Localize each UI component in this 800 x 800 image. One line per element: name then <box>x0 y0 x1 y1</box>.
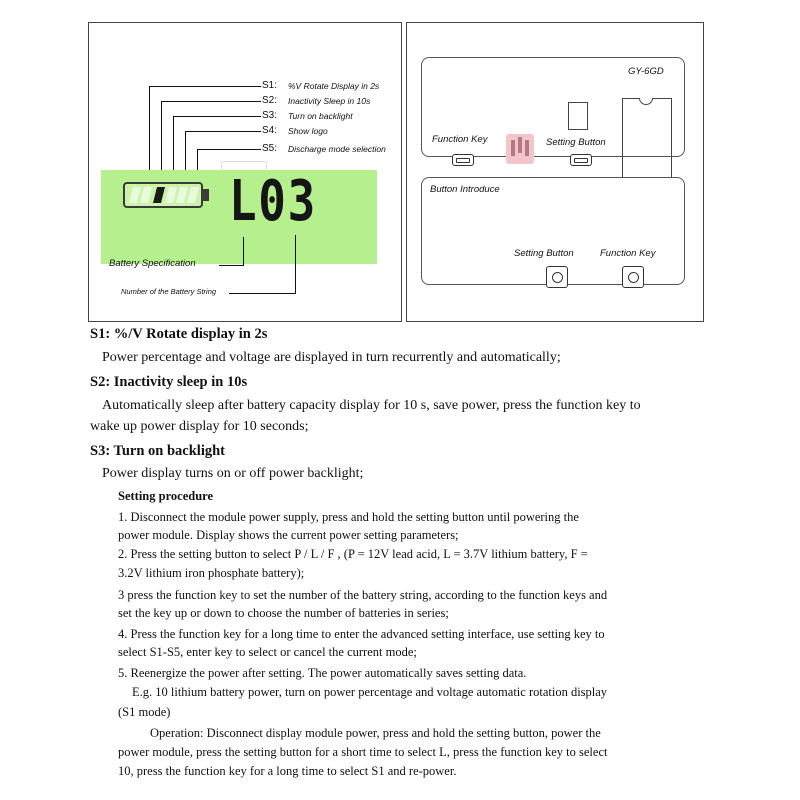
button-diagram-panel <box>406 22 704 322</box>
battery-segment <box>176 187 188 203</box>
s4-label: Show logo <box>288 126 328 136</box>
battery-spec-label: Battery Specification <box>109 258 196 269</box>
setting-button-icon <box>570 154 592 166</box>
setting-button-label: Setting Button <box>546 137 606 148</box>
chip-notch <box>639 98 653 105</box>
s4-id: S4: <box>262 125 278 136</box>
procedure-title: Setting procedure <box>118 489 214 503</box>
procedure-line: 3 press the function key to set the number of the battery string, according to the function keys and <box>118 588 608 602</box>
leader-line-s2-vertical <box>161 101 162 181</box>
s2-description-line-1: Automatically sleep after battery capacity display for 10 s, save power, press the function key to <box>102 398 641 413</box>
s1-description: Power percentage and voltage are displayed in turn recurrently and automatically; <box>102 350 561 365</box>
procedure-line: 2. Press the setting button to select P / L / F , (P = 12V lead acid, L = 3.7V lithium battery, F = <box>118 547 588 561</box>
s2-description-line-2: wake up power display for 10 seconds; <box>90 419 309 434</box>
button-introduce-panel <box>421 177 685 285</box>
s2-label: Inactivity Sleep in 10s <box>288 96 371 106</box>
s3-description: Power display turns on or off power backlight; <box>102 466 364 481</box>
s5-id: S5: <box>262 143 278 154</box>
model-label: GY-6GD <box>628 66 664 77</box>
procedure-line: power module. Display shows the current power setting parameters; <box>118 528 459 542</box>
s3-id: S3: <box>262 110 278 121</box>
intro-setting-button-label: Setting Button <box>514 248 574 259</box>
dip-pin <box>525 140 529 156</box>
leader-line-s1 <box>149 86 261 87</box>
s2-heading: S2: Inactivity sleep in 10s <box>90 374 248 390</box>
leader-line-s2 <box>161 101 261 102</box>
procedure-line: Operation: Disconnect display module power, press and hold the setting button, power the <box>150 726 601 740</box>
s2-id: S2: <box>262 95 278 106</box>
component-icon <box>568 102 588 130</box>
dip-pin <box>518 137 522 153</box>
function-key-icon <box>452 154 474 166</box>
battery-segment <box>129 187 141 203</box>
chip-icon <box>622 98 672 184</box>
procedure-line: 3.2V lithium iron phosphate battery); <box>118 566 305 580</box>
board-layout-panel <box>421 57 685 157</box>
function-key-label: Function Key <box>432 134 488 145</box>
procedure-line: 5. Reenergize the power after setting. The power automatically saves setting data. <box>118 666 527 680</box>
leader-line-spec-horizontal <box>219 265 244 266</box>
procedure-line: 10, press the function key for a long time to select S1 and re-power. <box>118 764 457 778</box>
procedure-line: set the key up or down to choose the number of batteries in series; <box>118 606 449 620</box>
s1-heading: S1: %/V Rotate display in 2s <box>90 326 268 342</box>
battery-segment <box>140 187 152 203</box>
leader-line-s1-vertical <box>149 86 150 181</box>
battery-icon <box>123 182 203 208</box>
leader-line-s4 <box>185 131 261 132</box>
string-count-label: Number of the Battery String <box>121 287 217 296</box>
s1-id: S1: <box>262 80 278 91</box>
battery-segment <box>187 187 199 203</box>
s1-label: %V Rotate Display in 2s <box>288 81 380 91</box>
dip-switch-icon <box>506 134 534 164</box>
leader-line-string <box>295 235 296 293</box>
lcd-readout: L03 <box>229 169 317 234</box>
battery-segment <box>165 187 177 203</box>
battery-tip-icon <box>203 189 209 201</box>
dip-pin <box>511 140 515 156</box>
intro-function-key-label: Function Key <box>600 248 656 259</box>
procedure-line: select S1-S5, enter key to select or cancel the current mode; <box>118 645 417 659</box>
s3-label: Turn on backlight <box>288 111 353 121</box>
lcd-diagram-panel <box>88 22 402 322</box>
leader-line-spec <box>243 237 244 265</box>
leader-line-s3 <box>173 116 261 117</box>
leader-line-string-horizontal <box>229 293 296 294</box>
procedure-line: 4. Press the function key for a long time to enter the advanced setting interface, use setting key to <box>118 627 605 641</box>
battery-segment-active <box>153 187 165 203</box>
s3-heading: S3: Turn on backlight <box>90 443 225 459</box>
setting-button-icon <box>546 266 568 288</box>
procedure-line: power module, press the setting button for a short time to select L, press the function key to select <box>118 745 608 759</box>
procedure-line: E.g. 10 lithium battery power, turn on power percentage and voltage automatic rotation display <box>132 685 608 699</box>
function-key-icon <box>622 266 644 288</box>
procedure-line: (S1 mode) <box>118 705 171 719</box>
button-introduce-label: Button Introduce <box>430 184 500 195</box>
procedure-line: 1. Disconnect the module power supply, press and hold the setting button until powering the <box>118 510 579 524</box>
leader-line-s5 <box>197 149 261 150</box>
s5-label: Discharge mode selection <box>288 144 386 154</box>
